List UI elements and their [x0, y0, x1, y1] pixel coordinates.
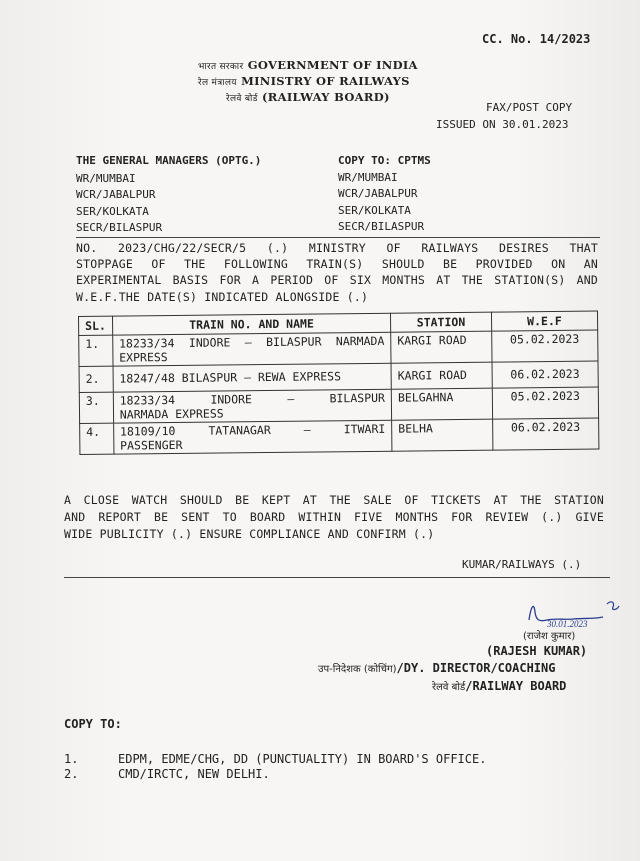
handwritten-signature [525, 598, 630, 630]
cell-station: KARGI ROAD [391, 331, 492, 363]
copy-to-item-text: EDPM, EDME/CHG, DD (PUNCTUALITY) IN BOARD'S OFFICE. [118, 752, 487, 766]
divider [76, 237, 600, 238]
closing-line: WIDE PUBLICITY (.) ENSURE COMPLIANCE AND CONFIRM (.) [64, 527, 435, 541]
copy-cptms-item: WR/MUMBAI [338, 171, 398, 184]
addressee-item: WCR/JABALPUR [76, 188, 156, 201]
intro-line: W.E.F.THE DATE(S) INDICATED ALONGSIDE (.) [76, 290, 369, 304]
letterhead-ministry [198, 74, 410, 88]
train-line: 18109/10 TATANAGAR – ITWARI [119, 421, 386, 439]
designation-english: /DY. DIRECTOR/COACHING [396, 661, 556, 675]
cell-station: KARGI ROAD [391, 362, 492, 389]
cell-wef: 05.02.2023 [492, 387, 599, 419]
issued-label: ISSUED ON [436, 118, 496, 131]
ministry-hindi: रेल मंत्रालय [198, 78, 237, 88]
cell-wef: 06.02.2023 [492, 418, 599, 450]
train-line: PASSENGER [120, 437, 183, 453]
letterhead-board [226, 90, 390, 104]
cell-train [112, 332, 391, 366]
cell-train: 18247/48 BILASPUR – REWA EXPRESS [113, 363, 392, 392]
designation [318, 661, 555, 675]
cell-sl: 4. [80, 423, 114, 454]
cell-station: BELGAHNA [391, 388, 492, 420]
closing-line: AND REPORT BE SENT TO BOARD WITHIN FIVE MONTHS FOR REVIEW (.) GIVE [64, 510, 604, 524]
cell-train [113, 389, 392, 423]
closing-line: A CLOSE WATCH SHOULD BE KEPT AT THE SALE OF TICKETS AT THE STATION [64, 493, 604, 507]
ministry-english: MINISTRY OF RAILWAYS [241, 74, 410, 88]
sign-off: KUMAR/RAILWAYS (.) [462, 558, 582, 571]
organization-english: /RAILWAY BOARD [465, 679, 567, 693]
train-line: EXPRESS [119, 350, 168, 365]
government-english: GOVERNMENT OF INDIA [247, 58, 418, 72]
handwritten-date: 30.01.2023 [547, 619, 588, 629]
train-line: 18233/34 INDORE – BILASPUR [119, 390, 386, 408]
board-hindi: रेलवे बोर्ड [226, 94, 258, 104]
copy-cptms-item: WCR/JABALPUR [338, 187, 418, 200]
copy-to-heading: COPY TO: [64, 717, 122, 731]
column-header-station: STATION [391, 312, 492, 332]
name-english: (RAJESH KUMAR) [486, 644, 588, 658]
column-header-wef: W.E.F [491, 311, 597, 331]
cell-train [113, 420, 392, 454]
organization [432, 679, 566, 693]
cell-wef: 05.02.2023 [491, 330, 598, 362]
board-english: (RAILWAY BOARD) [262, 90, 390, 104]
addressee-item: SECR/BILASPUR [76, 221, 163, 234]
cell-wef: 06.02.2023 [492, 361, 599, 388]
table-row [80, 418, 599, 454]
copy-cptms-item: SER/KOLKATA [338, 204, 411, 217]
intro-line: EXPERIMENTAL BASIS FOR A PERIOD OF SIX MONTHS AT THE STATION(S) AND [76, 273, 598, 287]
train-line: 18233/34 INDORE – BILASPUR NARMADA [118, 333, 385, 351]
copy-type: FAX/POST COPY [486, 101, 573, 114]
intro-line: STOPPAGE OF THE FOLLOWING TRAIN(S) SHOULD BE PROVIDED ON AN [76, 257, 598, 271]
name-hindi: (राजेश कुमार) [523, 631, 576, 642]
organization-hindi: रेलवे बोर्ड [432, 682, 466, 693]
copy-to-item-text: CMD/IRCTC, NEW DELHI. [118, 767, 270, 781]
issued-on [436, 118, 568, 131]
reference-number: CC. No. 14/2023 [482, 32, 591, 46]
copy-cptms-heading: COPY TO: CPTMS [338, 154, 431, 167]
cell-sl: 2. [79, 366, 113, 392]
cell-station: BELHA [392, 419, 493, 451]
copy-to-item-number: 1. [64, 752, 79, 766]
column-header-train: TRAIN NO. AND NAME [112, 313, 390, 335]
letterhead-government [198, 58, 418, 72]
addressee-item: SER/KOLKATA [76, 205, 149, 218]
addressee-item: WR/MUMBAI [76, 172, 136, 185]
divider [64, 577, 610, 578]
designation-hindi: उप-निदेशक (कोचिंग) [318, 664, 397, 675]
government-hindi: भारत सरकार [198, 62, 244, 72]
intro-line: NO. 2023/CHG/22/SECR/5 (.) MINISTRY OF RAILWAYS DESIRES THAT [76, 241, 598, 255]
train-line: NARMADA EXPRESS [119, 406, 224, 422]
column-header-sl: SL. [79, 316, 113, 335]
copy-to-item-number: 2. [64, 767, 79, 781]
copy-cptms-item: SECR/BILASPUR [338, 220, 425, 233]
issued-date: 30.01.2023 [502, 118, 569, 131]
cell-sl: 3. [79, 392, 113, 423]
addressee-heading: THE GENERAL MANAGERS (OPTG.) [76, 154, 262, 167]
train-stoppage-table [78, 311, 599, 455]
signature-stroke [607, 602, 619, 610]
cell-sl: 1. [79, 335, 113, 366]
